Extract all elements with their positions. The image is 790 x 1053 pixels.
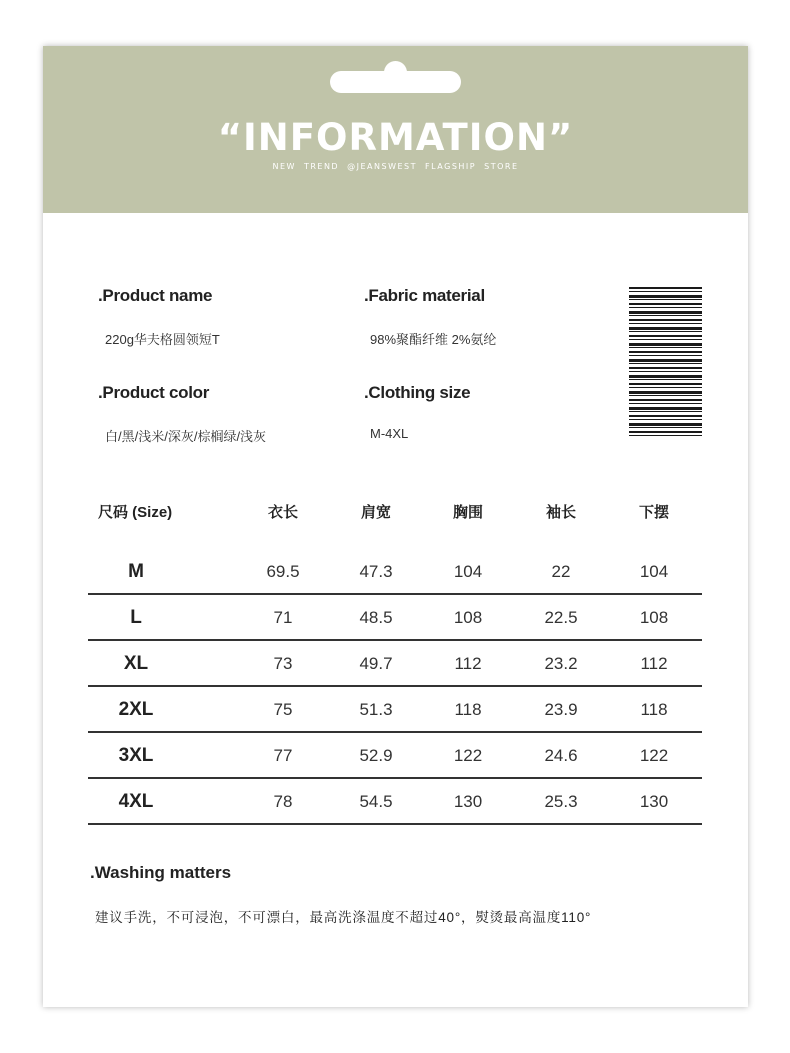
table-row xyxy=(88,641,702,687)
table-row xyxy=(88,549,702,595)
product-name-value: 220g华夫格圆领短T xyxy=(105,332,220,347)
product-name-label: .Product name xyxy=(98,286,213,305)
size-cell: M xyxy=(128,561,144,582)
table-header-hem: 下摆 xyxy=(638,504,669,521)
fabric-label: .Fabric material xyxy=(364,286,485,305)
chest-cell: 122 xyxy=(453,746,483,765)
table-row xyxy=(88,595,702,641)
fabric-value: 98%聚酯纤维 2%氨纶 xyxy=(370,332,497,347)
chest-cell: 104 xyxy=(453,562,483,581)
shoulder-cell: 52.9 xyxy=(359,746,393,765)
info-card xyxy=(43,46,748,1007)
barcode-image xyxy=(629,287,702,439)
chest-cell: 108 xyxy=(453,608,483,627)
length-cell: 77 xyxy=(273,746,293,765)
table-header-chest: 胸围 xyxy=(452,504,483,521)
shoulder-cell: 47.3 xyxy=(359,562,393,581)
sleeve-cell: 24.6 xyxy=(544,746,578,765)
shoulder-cell: 48.5 xyxy=(359,608,393,627)
chest-cell: 112 xyxy=(454,654,482,673)
size-cell: 2XL xyxy=(118,699,154,720)
length-cell: 73 xyxy=(273,654,293,673)
hem-cell: 108 xyxy=(639,608,669,627)
hem-cell: 122 xyxy=(639,746,669,765)
sleeve-cell: 22 xyxy=(551,562,571,581)
page-title: “INFORMATION” xyxy=(217,116,574,159)
shoulder-cell: 49.7 xyxy=(359,654,393,673)
product-color-value: 白/黑/浅米/深灰/棕榈绿/浅灰 xyxy=(105,429,267,444)
header-band xyxy=(43,46,748,213)
table-header-sleeve: 袖长 xyxy=(545,504,576,521)
size-cell: 3XL xyxy=(118,745,154,766)
size-cell: L xyxy=(130,607,142,628)
sleeve-cell: 25.3 xyxy=(544,792,578,811)
shoulder-cell: 54.5 xyxy=(359,792,393,811)
product-color-label: .Product color xyxy=(98,383,210,402)
page-subtitle: NEW TREND @JEANSWEST FLAGSHIP STORE xyxy=(272,162,519,171)
hem-cell: 118 xyxy=(640,700,668,719)
hem-cell: 104 xyxy=(639,562,669,581)
row-divider xyxy=(88,823,702,825)
washing-instructions: 建议手洗，不可浸泡，不可漂白，最高洗涤温度不超过40°，熨烫最高温度110° xyxy=(95,910,592,925)
clothing-size-label: .Clothing size xyxy=(364,383,471,402)
sleeve-cell: 23.9 xyxy=(544,700,578,719)
size-cell: 4XL xyxy=(118,791,154,812)
table-row xyxy=(88,733,702,779)
table-header-shoulder: 肩宽 xyxy=(360,504,391,521)
chest-cell: 118 xyxy=(454,700,482,719)
hem-cell: 130 xyxy=(639,792,669,811)
table-row xyxy=(88,687,702,733)
sleeve-cell: 23.2 xyxy=(544,654,578,673)
shoulder-cell: 51.3 xyxy=(359,700,393,719)
table-header-size: 尺码 (Size) xyxy=(98,504,173,521)
hang-tag-hole xyxy=(330,71,461,93)
length-cell: 78 xyxy=(273,792,293,811)
washing-label: .Washing matters xyxy=(90,863,232,882)
sleeve-cell: 22.5 xyxy=(544,608,578,627)
length-cell: 75 xyxy=(273,700,293,719)
clothing-size-value: M-4XL xyxy=(370,426,409,441)
table-row xyxy=(88,779,702,825)
length-cell: 69.5 xyxy=(266,562,300,581)
chest-cell: 130 xyxy=(453,792,483,811)
hem-cell: 112 xyxy=(640,654,668,673)
size-cell: XL xyxy=(123,653,149,674)
length-cell: 71 xyxy=(273,608,293,627)
table-header-length: 衣长 xyxy=(267,504,298,521)
